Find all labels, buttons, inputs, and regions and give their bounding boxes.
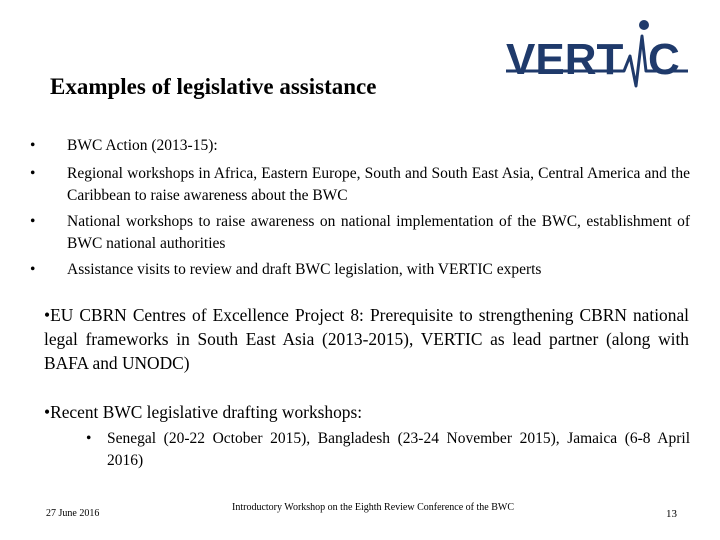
bullet-text: BWC Action (2013-15):: [67, 137, 218, 154]
list-item: [30, 135, 690, 157]
bullet-text: Senegal (20-22 October 2015), Bangladesh (23-24 November 2015), Jamaica (6-8 April 2016): [107, 430, 690, 469]
bwc-action-list: [30, 135, 690, 285]
bullet-glyph: •: [30, 165, 36, 182]
page-number: 13: [666, 508, 677, 520]
recent-workshops-heading: •Recent BWC legislative drafting workshops:: [44, 402, 363, 422]
logo-text-right: C: [648, 35, 680, 84]
list-item: [30, 211, 690, 255]
bullet-text: Assistance visits to review and draft BWC legislation, with VERTIC experts: [67, 261, 542, 278]
bullet-glyph: •: [30, 213, 36, 230]
slide-title: Examples of legislative assistance: [50, 74, 377, 99]
list-item: [30, 163, 690, 207]
bullet-text: Regional workshops in Africa, Eastern Europe, South and South East Asia, Central America and the Caribbean to raise awareness about the BWC: [67, 165, 690, 204]
logo-dot: [639, 20, 649, 30]
list-item: [86, 428, 690, 472]
bullet-text: National workshops to raise awareness on national implementation of the BWC, establishment of BWC national authorities: [67, 213, 690, 252]
logo-text-left: VERT: [506, 35, 624, 84]
workshops-list: [86, 428, 690, 472]
vertic-logo: [506, 14, 688, 96]
bullet-glyph: •: [30, 137, 36, 154]
footer-title: Introductory Workshop on the Eighth Review Conference of the BWC: [232, 502, 515, 513]
bullet-glyph: •: [86, 430, 92, 447]
vertic-logo-graphic: [506, 14, 688, 96]
bullet-glyph: •: [30, 261, 36, 278]
eu-cbrn-paragraph: •EU CBRN Centres of Excellence Project 8: Prerequisite to strengthening CBRN national legal frameworks in South East Asia (2013-2015), VERTIC as lead partner (along with BAFA and UNODC): [44, 305, 689, 373]
list-item: [30, 259, 690, 281]
footer-date: 27 June 2016: [46, 508, 100, 519]
